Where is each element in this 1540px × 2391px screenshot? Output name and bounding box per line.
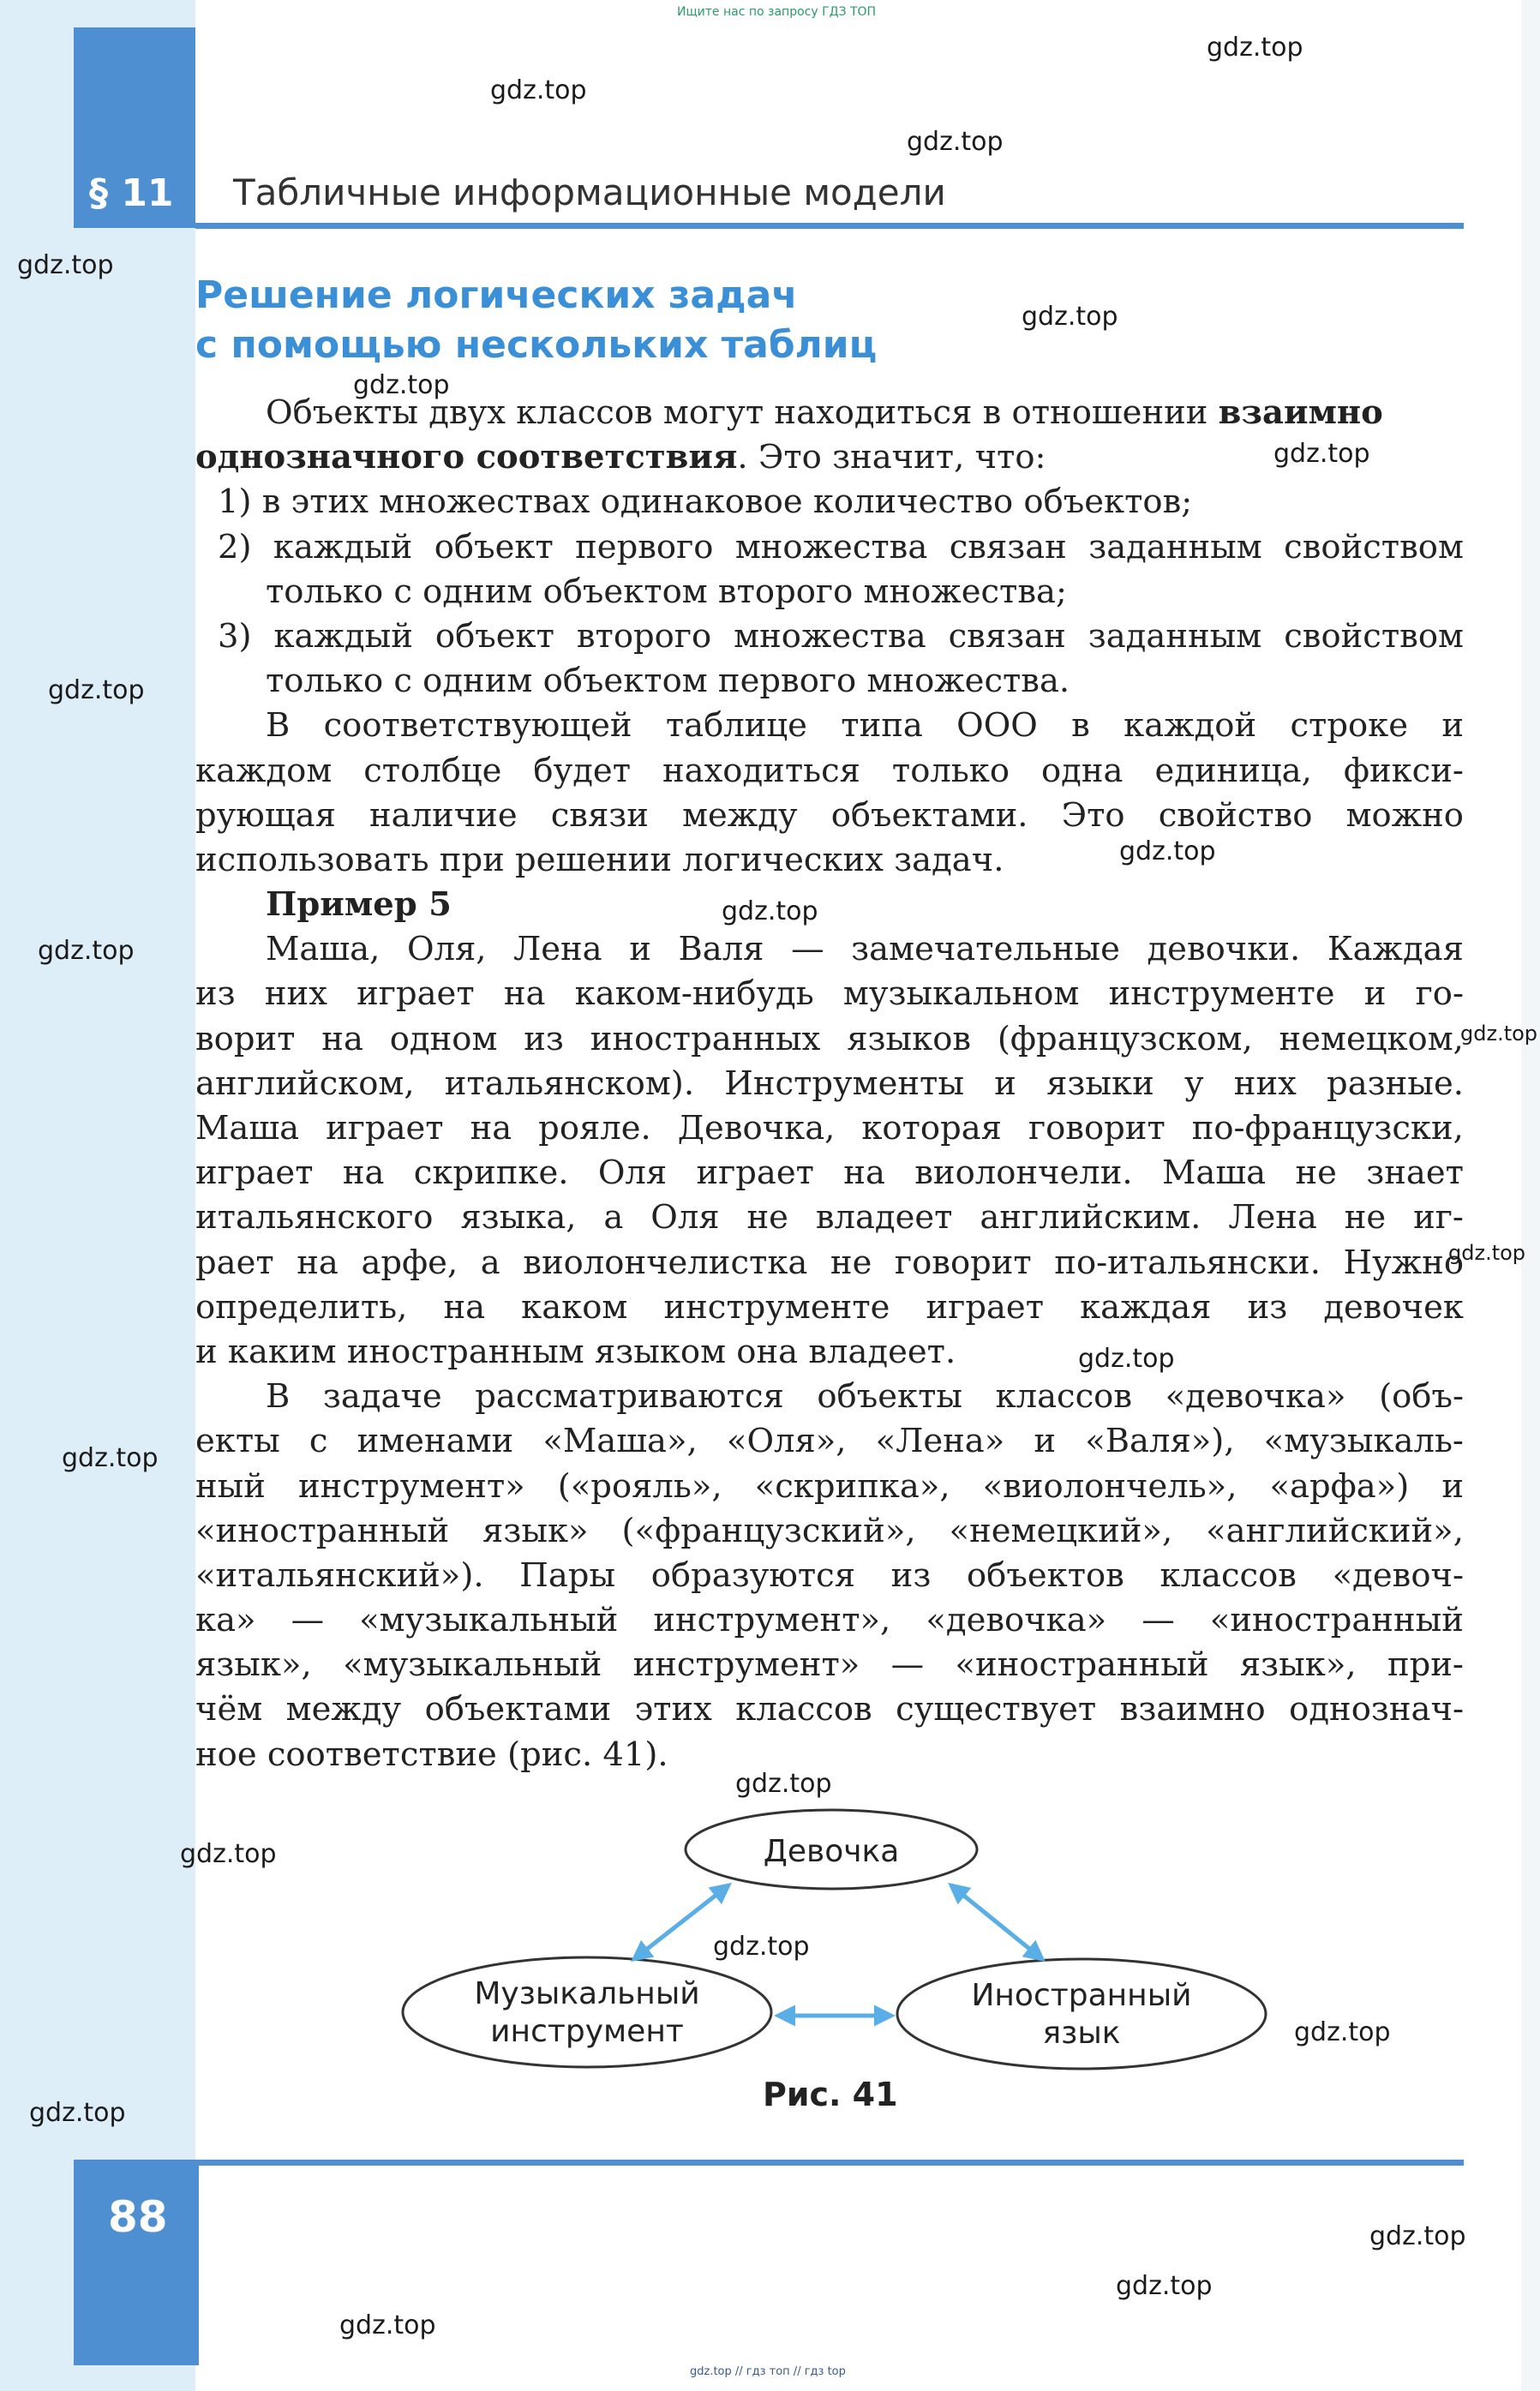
para4-line-6: ка» — «музыкальный инструмент», «девочка» — «иностранный [195,1601,1464,1640]
top-note: Ищите нас по запросу ГДЗ ТОП [677,5,877,19]
para4-line-1: В задаче рассматриваются объекты классов «девочка» (объ- [266,1377,1464,1417]
watermark: gdz.top [1078,1344,1175,1374]
para4-line-7: язык», «музыкальный инструмент» — «иностранный язык», при- [195,1645,1464,1685]
list-item-3-cont: только с одним объектом первого множества. [266,662,1070,701]
para3-line-6: играет на скрипке. Оля играет на виолончели. Маша не знает [195,1154,1464,1193]
watermark: gdz.top [1460,1022,1538,1046]
para3-line-7: итальянского языка, а Оля не владеет английским. Лена не иг- [195,1198,1464,1237]
watermark: gdz.top [180,1839,277,1869]
node-instrument-label-1: Музыкальный [474,1976,700,2011]
para4-line-4: «иностранный язык» («французский», «немецкий», «английский», [195,1511,1464,1550]
para1-line-1: Объекты двух классов могут находиться в отношении взаимно [266,393,1383,432]
list-item-1: 1) в этих множествах одинаковое количество объектов; [218,482,1193,522]
para3-line-2: из них играет на каком-нибудь музыкальном инструменте и го- [195,974,1464,1014]
watermark: gdz.top [339,2310,436,2340]
para3-line-9: определить, на каком инструменте играет каждая из девочек [195,1287,1464,1327]
para2-line-4: использовать при решении логических задач. [195,840,1004,879]
heading-line-1: Решение логических задач [195,273,798,317]
node-language-label-1: Иностранный [971,1978,1192,2013]
watermark: gdz.top [62,1443,159,1473]
watermark: gdz.top [48,675,145,705]
para2-line-2: каждом столбце будет находиться только одна единица, фикси- [195,751,1464,790]
page-number-box [74,2160,199,2365]
watermark: gdz.top [29,2098,126,2128]
watermark: gdz.top [1116,2271,1213,2301]
figure-caption: Рис. 41 [763,2076,898,2113]
para2-line-3: рующая наличие связи между объектами. Это свойство можно [195,795,1464,835]
body-text [195,391,1464,1777]
para4-line-2: екты с именами «Маша», «Оля», «Лена» и «Валя»), «музыкаль- [195,1422,1464,1461]
watermark: gdz.top [722,896,818,926]
watermark: gdz.top [907,127,1004,157]
list-item-2: 2) каждый объект первого множества связан заданным свойством [218,527,1464,566]
para3-line-10: и каким иностранным языком она владеет. [195,1332,956,1371]
list-item-2-cont: только с одним объектом второго множества; [266,572,1067,611]
right-margin-band [1521,0,1540,2391]
para3-line-1: Маша, Оля, Лена и Валя — замечательные девочки. Каждая [266,930,1464,969]
para3-line-5: Маша играет на рояле. Девочка, которая говорит по-французски, [195,1109,1464,1148]
chapter-title: Табличные информационные модели [233,171,946,213]
node-language-ellipse [897,1959,1266,2069]
watermark: gdz.top [353,370,450,400]
section-number: § 11 [89,171,174,215]
heading-line-2: с помощью нескольких таблиц [195,323,878,367]
para3-line-3: ворит на одном из иностранных языков (французском, немецком, [195,1019,1464,1058]
watermark: gdz.top [1119,836,1216,866]
para3-line-4: английском, итальянском). Инструменты и языки у них разные. [195,1064,1464,1103]
watermark: gdz.top [735,1769,832,1799]
watermark: gdz.top [1448,1241,1526,1265]
watermark: gdz.top [490,75,587,105]
list-item-3: 3) каждый объект второго множества связан заданным свойством [218,616,1464,656]
watermark: gdz.top [713,1932,810,1962]
watermark: gdz.top [1369,2221,1466,2251]
node-instrument-label-2: инструмент [490,2014,684,2049]
footer-rule [195,2160,1464,2166]
watermark: gdz.top [1207,33,1303,63]
watermark: gdz.top [17,250,114,280]
footer-note: gdz.top // гдз топ // гдз top [690,2365,846,2378]
para4-line-3: ный инструмент» («рояль», «скрипка», «виолончель», «арфа») и [195,1466,1464,1506]
watermark: gdz.top [1294,2017,1391,2047]
arrow-girl-language [951,1885,1042,1959]
page-number: 88 [108,2192,168,2242]
para1-line-2: однозначного соответствия . Это значит, что: [195,438,1046,477]
node-girl-label: Девочка [763,1834,900,1869]
section-heading [195,271,877,370]
para3-line-8: рает на арфе, а виолончелистка не говорит по-итальянски. Нужно [195,1243,1464,1282]
left-margin-band [0,0,195,2391]
node-instrument-ellipse [403,1957,771,2067]
example-title: Пример 5 [266,885,452,925]
watermark: gdz.top [1022,302,1118,332]
para4-line-9: ное соответствие (рис. 41). [195,1735,668,1774]
node-language-label-2: язык [1042,2016,1121,2051]
para4-line-8: чём между объектами этих классов существует взаимно однознач- [195,1690,1464,1729]
watermark: gdz.top [38,936,135,966]
para4-line-5: «итальянский»). Пары образуются из объектов классов «девоч- [195,1555,1464,1595]
header-rule [195,223,1464,229]
para2-line-1: В соответствующей таблице типа ООО в каждой строке и [266,706,1464,746]
watermark: gdz.top [1273,439,1370,469]
